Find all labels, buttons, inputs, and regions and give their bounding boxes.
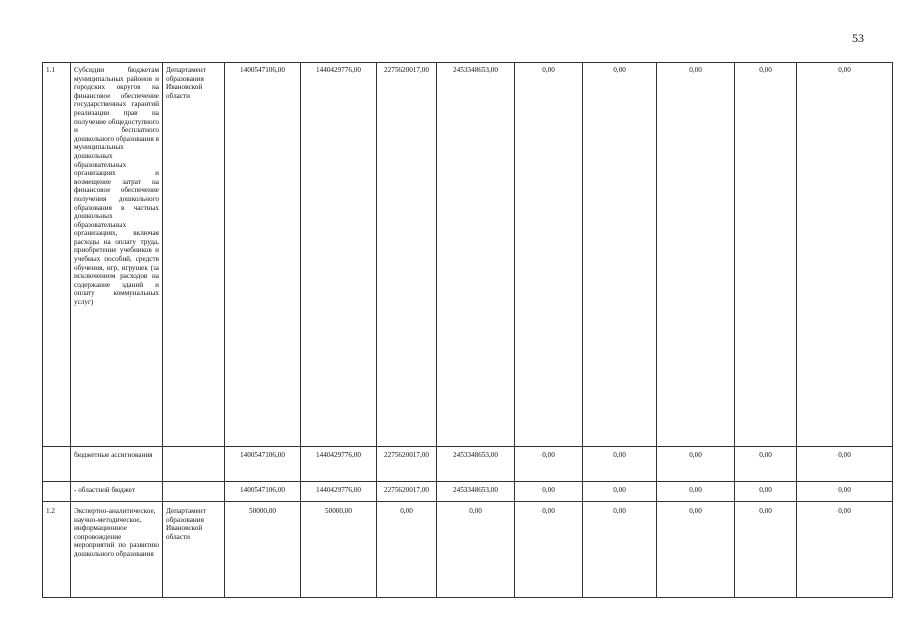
value-cell: 0,00 <box>657 447 735 482</box>
value-cell: 2453348653,00 <box>437 482 515 502</box>
value-cell: 0,00 <box>735 63 797 447</box>
value-cell: 2275620017,00 <box>377 482 437 502</box>
value-cell: 0,00 <box>797 447 893 482</box>
table-row <box>43 502 893 598</box>
row-description: Экспертно-аналитическое, научно-методическое, информационное сопровождение мероприятий по развитию дошкольного образования <box>71 502 163 598</box>
value-cell: 1440429776,00 <box>301 482 377 502</box>
value-cell: 0,00 <box>583 63 657 447</box>
value-cell: 0,00 <box>735 502 797 598</box>
value-cell: 2453348653,00 <box>437 447 515 482</box>
value-cell: 1440429776,00 <box>301 447 377 482</box>
row-executor <box>163 447 225 482</box>
value-cell: 0,00 <box>583 482 657 502</box>
value-cell: 0,00 <box>515 63 583 447</box>
row-code: 1.1 <box>43 63 71 447</box>
row-code <box>43 447 71 482</box>
value-cell: 50000,00 <box>301 502 377 598</box>
row-description: бюджетные ассигнования <box>71 447 163 482</box>
value-cell: 2453348653,00 <box>437 63 515 447</box>
value-cell: 1400547106,00 <box>225 482 301 502</box>
row-executor <box>163 482 225 502</box>
table-row <box>43 63 893 447</box>
value-cell: 0,00 <box>437 502 515 598</box>
value-cell: 50000,00 <box>225 502 301 598</box>
row-description: - областной бюджет <box>71 482 163 502</box>
value-cell: 0,00 <box>735 447 797 482</box>
value-cell: 0,00 <box>797 482 893 502</box>
value-cell: 2275620017,00 <box>377 447 437 482</box>
value-cell: 0,00 <box>797 63 893 447</box>
value-cell: 1400547106,00 <box>225 63 301 447</box>
value-cell: 0,00 <box>583 447 657 482</box>
page-number: 53 <box>852 31 864 45</box>
value-cell: 0,00 <box>583 502 657 598</box>
row-description: Субсидии бюджетам муниципальных районов и городских округов на финансовое обеспечение государственных гарантий реализации прав на получение общедоступного и бесплатного дошкольного образования в муниципальных дошкольных образовательных организациях и возмещение затрат на финансовое обеспечение получения дошкольного образования в частных дошкольных образовательных организациях, включая расходы на оплату труда, приобретение учебников и учебных пособий, средств обучения, игр, игрушек (за исключением расходов на содержание зданий и оплату коммунальных услуг) <box>71 63 163 447</box>
budget-table <box>42 62 893 598</box>
value-cell: 0,00 <box>657 502 735 598</box>
value-cell: 0,00 <box>657 63 735 447</box>
value-cell: 0,00 <box>515 482 583 502</box>
value-cell: 0,00 <box>515 502 583 598</box>
value-cell: 0,00 <box>377 502 437 598</box>
table-row <box>43 447 893 482</box>
table-row <box>43 482 893 502</box>
value-cell: 0,00 <box>797 502 893 598</box>
value-cell: 1440429776,00 <box>301 63 377 447</box>
value-cell: 0,00 <box>735 482 797 502</box>
row-code <box>43 482 71 502</box>
row-executor: Департамент образования Ивановской области <box>163 63 225 447</box>
value-cell: 1400547106,00 <box>225 447 301 482</box>
value-cell: 0,00 <box>657 482 735 502</box>
value-cell: 0,00 <box>515 447 583 482</box>
row-executor: Департамент образования Ивановской области <box>163 502 225 598</box>
value-cell: 2275620017,00 <box>377 63 437 447</box>
row-code: 1.2 <box>43 502 71 598</box>
